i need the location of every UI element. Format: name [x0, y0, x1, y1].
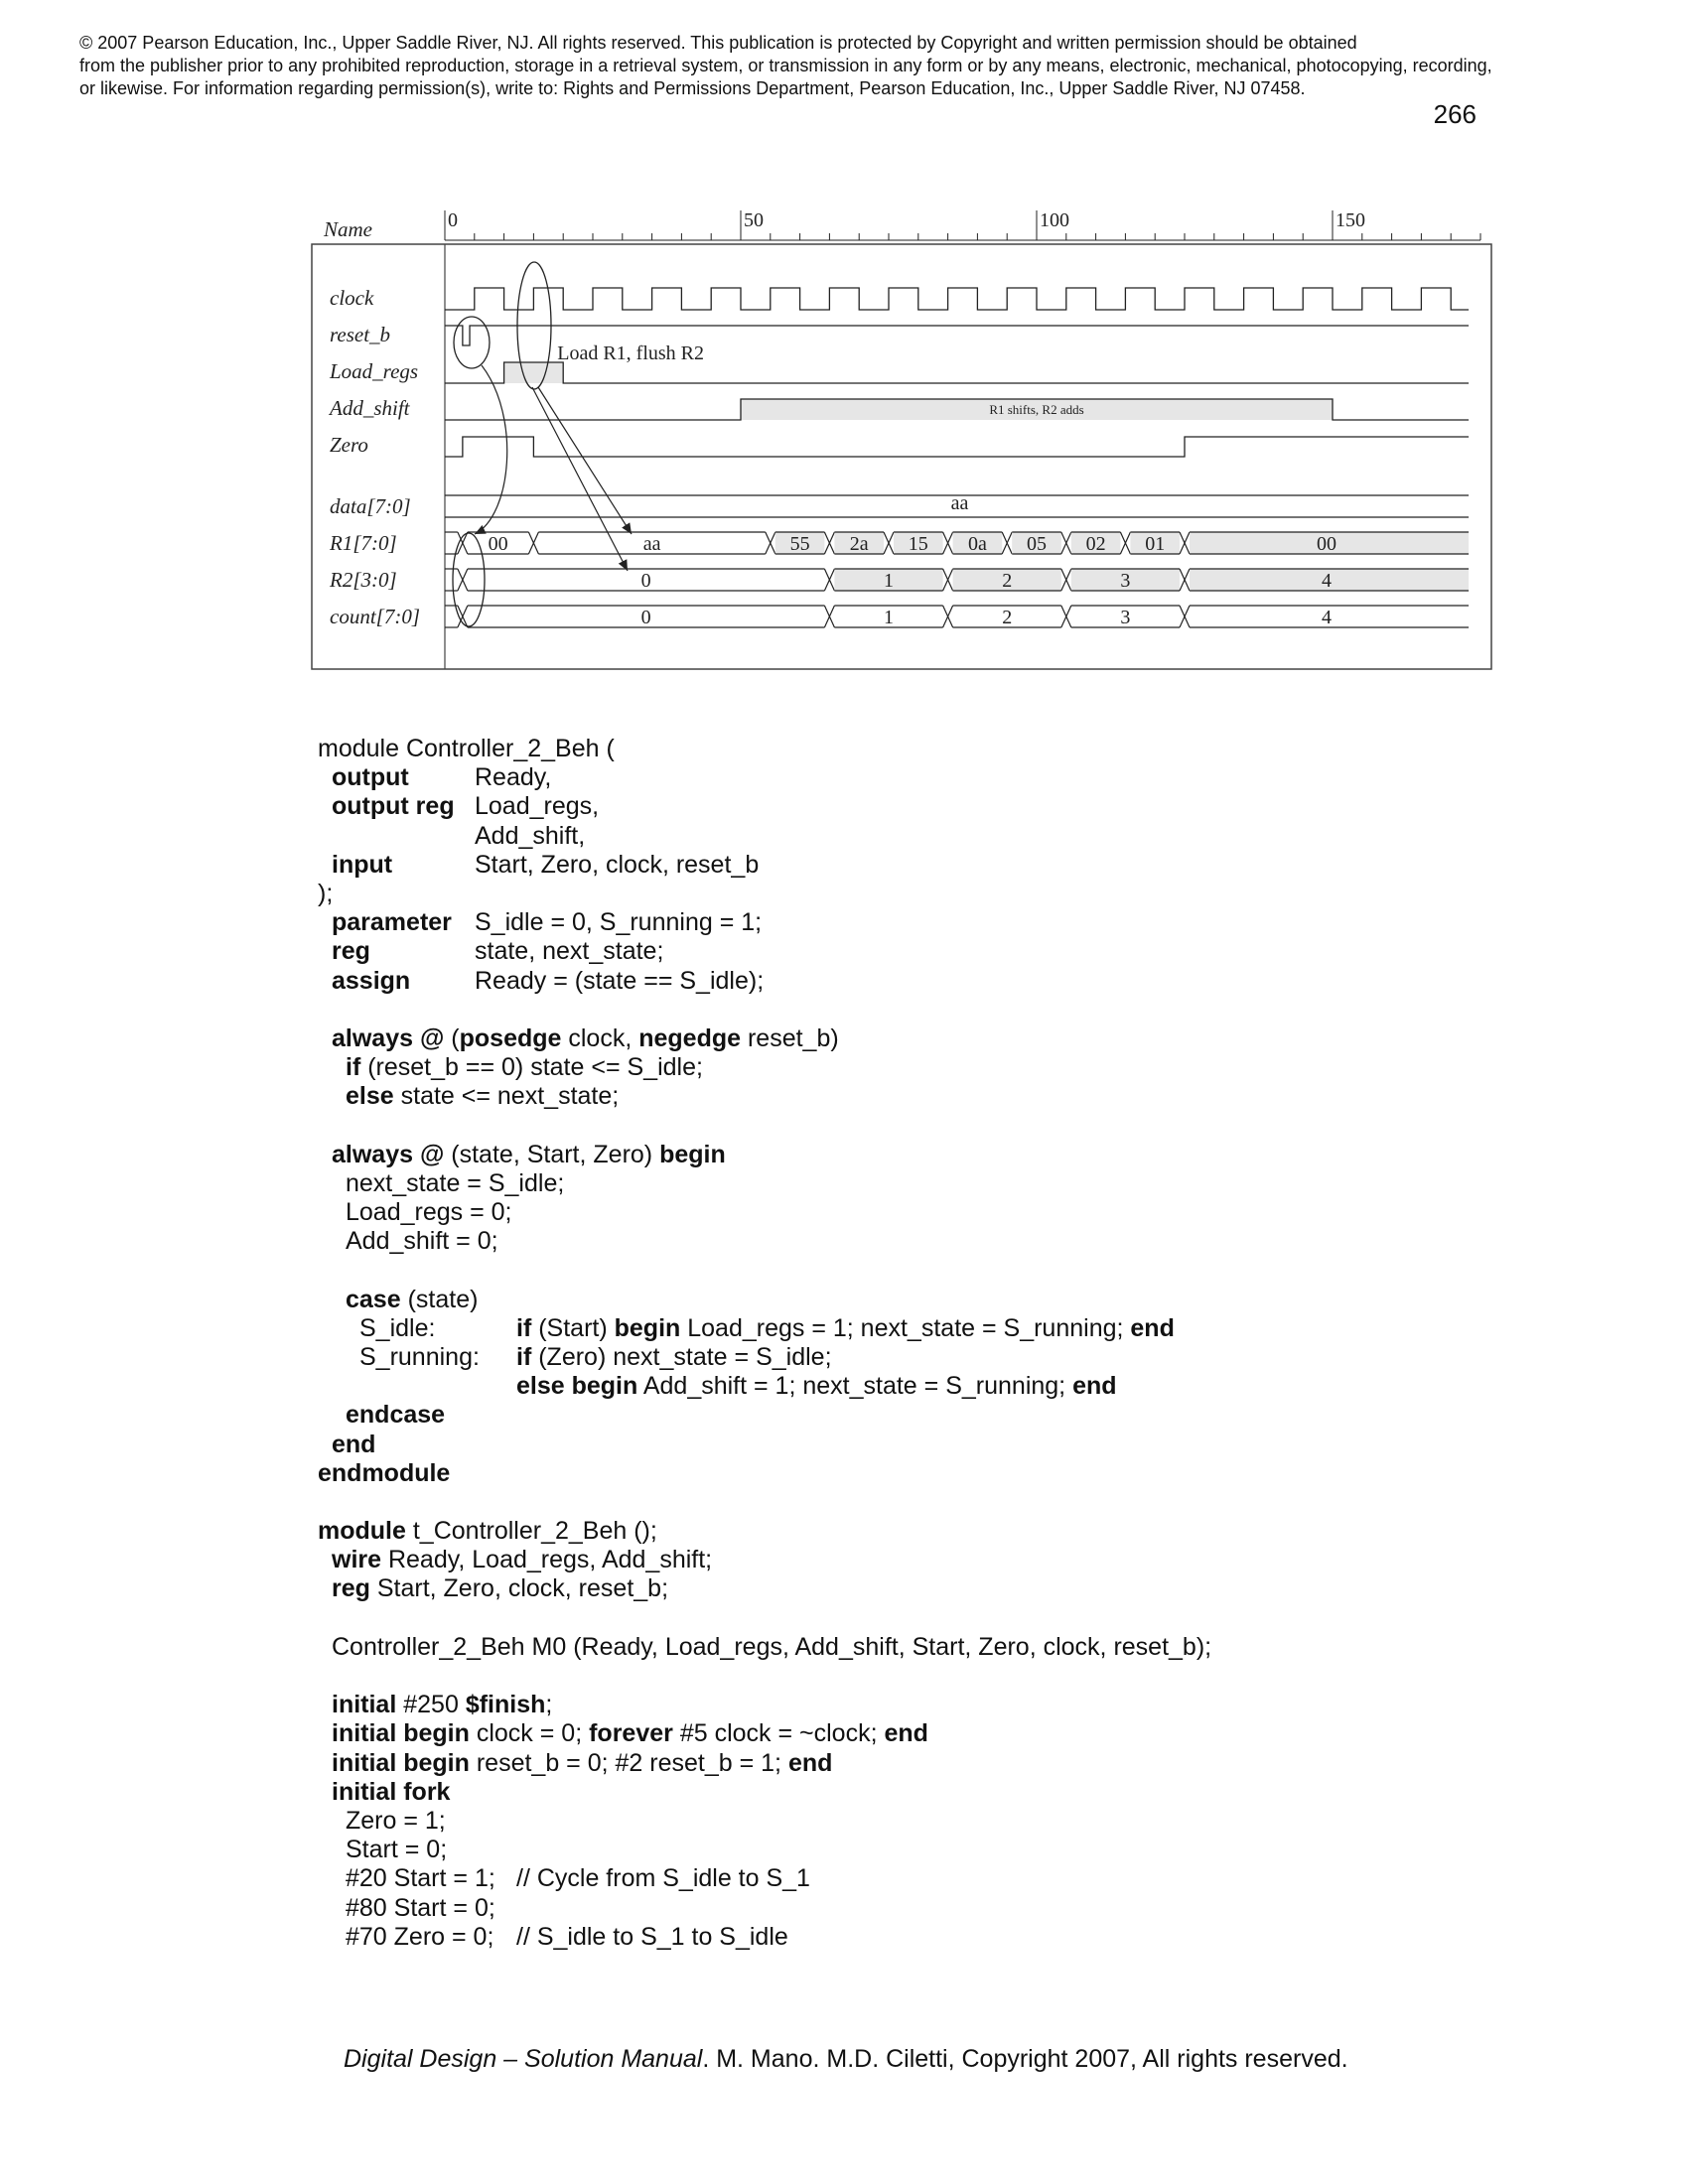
code-keyword: case [346, 1285, 401, 1313]
count-value: 4 [1322, 607, 1333, 628]
code-text: Start, Zero, clock, reset_b; [369, 1574, 669, 1603]
code-text [516, 1314, 1175, 1343]
reset-arrow [475, 365, 507, 534]
code-line [318, 792, 1410, 821]
code-keyword: always @ [332, 1024, 445, 1052]
code-text [332, 1546, 712, 1574]
annotation-load-r1: Load R1, flush R2 [557, 342, 705, 364]
count-value: 3 [1120, 607, 1131, 628]
code-blank-line [318, 1111, 1410, 1140]
code-keyword: forever [589, 1719, 673, 1748]
code-keyword: negedge [638, 1024, 742, 1052]
code-comment: // Cycle from S_idle to S_1 [516, 1864, 810, 1893]
code-text: (state, Start, Zero) [444, 1140, 660, 1168]
code-keyword: posedge [459, 1024, 562, 1052]
copyright-line: from the publisher prior to any prohibited reproduction, storage in a retrieval system, or transmission in any form or by any means, electronic, mechanical, photocopying, recording, [79, 56, 1492, 75]
code-line [318, 1546, 1410, 1574]
code-text [516, 1343, 832, 1372]
code-text: S_idle = 0, S_running = 1; [475, 908, 763, 937]
code-line [318, 735, 1410, 763]
load-r1-arrow [538, 387, 632, 534]
code-line [318, 1574, 1410, 1603]
signal-name: Load_regs [330, 359, 419, 383]
copyright-line: © 2007 Pearson Education, Inc., Upper Saddle River, NJ. All rights reserved. This publication is protected by Copyright and written permission should be obtained [79, 33, 1357, 53]
name-header: Name [324, 217, 372, 241]
code-line [318, 1836, 1410, 1864]
footer [344, 2045, 1348, 2074]
code-blank-line [318, 1604, 1410, 1633]
code-text: reset_b = 0; #2 reset_b = 1; [469, 1748, 788, 1777]
code-text: Load_regs = 1; next_state = S_running; [680, 1313, 1131, 1342]
time-tick-label: 50 [744, 209, 764, 231]
code-text: Ready, Load_regs, Add_shift; [381, 1546, 713, 1574]
code-text: ( [444, 1024, 460, 1052]
r2-value: 2 [1002, 570, 1013, 592]
code-keyword: always @ [332, 1140, 445, 1168]
code-keyword: end [332, 1430, 376, 1458]
code-keyword: begin [659, 1140, 726, 1168]
code-line [318, 1807, 1410, 1836]
code-text [346, 1286, 478, 1314]
r2-value: 0 [640, 570, 651, 592]
r2-value: 4 [1322, 570, 1333, 592]
code-keyword: wire [332, 1546, 382, 1574]
code-text [516, 1372, 1117, 1401]
code-text: Add_shift = 0; [346, 1227, 498, 1256]
code-text [332, 1141, 726, 1169]
footer-text: . M. Mano. M.D. Ciletti, Copyright 2007, All rights reserved. [702, 2045, 1348, 2073]
signal-name: reset_b [330, 323, 391, 346]
signal-name: R1[7:0] [330, 531, 397, 555]
zero-waveform [445, 437, 1469, 457]
code-line [318, 1372, 1410, 1401]
code-text: S_idle: [359, 1313, 436, 1342]
code-text: (state) [400, 1285, 479, 1313]
code-keyword: end [787, 1748, 833, 1777]
load-regs-waveform [445, 362, 1469, 383]
code-text: clock = 0; [469, 1719, 590, 1748]
reset-callout-ellipse [454, 317, 490, 368]
code-line [318, 1401, 1410, 1430]
code-line [318, 1778, 1410, 1807]
code-line [318, 1691, 1410, 1719]
code-text: Load_regs, [475, 792, 600, 821]
code-text [332, 1749, 832, 1778]
code-comment: // S_idle to S_1 to S_idle [516, 1922, 788, 1951]
code-keyword: initial [332, 1691, 397, 1719]
code-line [318, 1198, 1410, 1227]
signal-name: Zero [330, 433, 368, 457]
code-text: Zero = 1; [346, 1806, 446, 1835]
r1-value: 55 [789, 533, 810, 555]
code-line [318, 851, 1410, 880]
signal-name: R2[3:0] [330, 568, 397, 592]
code-text: #80 Start = 0; [346, 1893, 495, 1922]
code-text: state, next_state; [475, 937, 664, 966]
code-keyword: output reg [332, 792, 455, 821]
r1-value: 0a [967, 533, 987, 555]
code-line [318, 1053, 1410, 1082]
page-number: 266 [1433, 99, 1477, 129]
code-text [346, 1082, 619, 1111]
code-text: (Zero) next_state = S_idle; [531, 1342, 832, 1371]
register-reset-callout-ellipse [453, 533, 485, 626]
code-blank-line [318, 996, 1410, 1024]
code-text: Ready, [475, 763, 552, 792]
code-keyword: endmodule [318, 1458, 451, 1487]
r1-value: 00 [488, 533, 508, 555]
code-line [318, 1459, 1410, 1488]
r1-value: 01 [1145, 533, 1166, 555]
code-keyword: module [318, 1517, 406, 1546]
code-text: #5 clock = ~clock; [672, 1719, 885, 1748]
code-line [318, 1169, 1410, 1198]
code-line [318, 1024, 1410, 1053]
code-text: Ready = (state == S_idle); [475, 966, 765, 995]
code-keyword: output [332, 763, 409, 792]
code-text [318, 1517, 657, 1546]
code-line [318, 1633, 1410, 1662]
code-line [318, 937, 1410, 966]
signal-name: clock [330, 286, 374, 310]
code-line [318, 1923, 1410, 1952]
code-keyword: end [1072, 1372, 1117, 1401]
code-line [318, 1227, 1410, 1256]
code-text: (reset_b == 0) state <= S_idle; [360, 1053, 703, 1082]
code-keyword: if [516, 1342, 532, 1371]
r1-value: 00 [1317, 533, 1337, 555]
code-keyword: reg [332, 1574, 370, 1603]
load-regs-high-region [504, 362, 564, 383]
count-value: 1 [884, 607, 894, 628]
code-keyword: begin [614, 1313, 681, 1342]
r1-value: 05 [1027, 533, 1047, 555]
code-line [318, 1431, 1410, 1459]
code-blank-line [318, 1662, 1410, 1691]
code-text: next_state = S_idle; [346, 1168, 565, 1197]
code-keyword: else [346, 1082, 394, 1111]
signal-name: Add_shift [330, 396, 410, 420]
copyright-notice [79, 32, 1628, 100]
count-value: 0 [640, 607, 651, 628]
time-tick-label: 0 [448, 209, 458, 231]
code-line [318, 1894, 1410, 1923]
code-keyword: endcase [346, 1401, 446, 1430]
code-text [332, 1691, 552, 1719]
code-text: Add_shift = 1; next_state = S_running; [637, 1372, 1073, 1401]
time-tick-label: 150 [1336, 209, 1365, 231]
code-blank-line [318, 1488, 1410, 1517]
code-text: clock, [561, 1024, 639, 1052]
code-keyword: if [516, 1313, 532, 1342]
code-keyword: input [332, 850, 393, 879]
code-text [346, 1053, 703, 1082]
code-line [318, 967, 1410, 996]
code-line [318, 1141, 1410, 1169]
code-keyword: $finish [465, 1691, 546, 1719]
code-text: #20 Start = 1; [346, 1864, 495, 1893]
code-text: state <= next_state; [393, 1082, 620, 1111]
r1-value: 15 [908, 533, 928, 555]
code-text [332, 1574, 668, 1603]
code-line [318, 880, 1410, 908]
code-keyword: initial begin [332, 1719, 470, 1748]
data-bus-value: aa [950, 492, 969, 514]
code-blank-line [318, 1256, 1410, 1285]
verilog-code [318, 735, 1410, 1952]
code-text: S_running: [359, 1342, 480, 1371]
code-text: (Start) [531, 1313, 615, 1342]
code-line [318, 1286, 1410, 1314]
code-keyword: initial begin [332, 1748, 470, 1777]
code-text: Add_shift, [475, 821, 586, 850]
signal-name: count[7:0] [330, 605, 420, 628]
code-line [318, 1314, 1410, 1343]
code-text: Start, Zero, clock, reset_b [475, 850, 760, 879]
code-text: #70 Zero = 0; [346, 1922, 494, 1951]
clock-waveform [445, 288, 1469, 310]
code-keyword: else begin [516, 1372, 638, 1401]
code-line [318, 908, 1410, 937]
code-text: Controller_2_Beh M0 (Ready, Load_regs, Add_shift, Start, Zero, clock, reset_b); [332, 1632, 1212, 1661]
code-line [318, 763, 1410, 792]
count-value: 2 [1002, 607, 1013, 628]
code-text: Load_regs = 0; [346, 1198, 512, 1226]
signal-name: data[7:0] [330, 494, 411, 518]
code-keyword: assign [332, 966, 411, 995]
code-text: module Controller_2_Beh ( [318, 735, 615, 762]
code-text: ; [545, 1691, 553, 1719]
code-line [318, 1864, 1410, 1893]
code-line [318, 1343, 1410, 1372]
r2-value: 1 [884, 570, 894, 592]
code-keyword: if [346, 1053, 361, 1082]
footer-title: Digital Design – Solution Manual [344, 2045, 703, 2073]
time-tick-label: 100 [1040, 209, 1069, 231]
code-line [318, 1082, 1410, 1111]
code-line [318, 822, 1410, 851]
annotation-r1-shifts: R1 shifts, R2 adds [989, 402, 1084, 417]
code-text: t_Controller_2_Beh (); [405, 1517, 657, 1546]
code-line [318, 1749, 1410, 1778]
code-keyword: end [884, 1719, 928, 1748]
code-keyword: initial fork [332, 1777, 451, 1806]
code-text [332, 1024, 839, 1053]
r1-value: 02 [1085, 533, 1106, 555]
code-text: #250 [396, 1691, 466, 1719]
code-text [332, 1719, 928, 1748]
r2-value: 3 [1120, 570, 1131, 592]
flush-r2-arrow [532, 387, 628, 571]
code-text: Start = 0; [346, 1836, 448, 1864]
timing-diagram [308, 199, 1499, 675]
code-text: reset_b) [741, 1024, 839, 1052]
code-keyword: parameter [332, 908, 452, 937]
code-text: ); [318, 879, 334, 907]
code-line [318, 1517, 1410, 1546]
code-keyword: reg [332, 937, 370, 966]
copyright-line: or likewise. For information regarding permission(s), write to: Rights and Permissions Department, Pearson Education, Inc., Upper Saddle River, NJ 07458. [79, 78, 1306, 98]
code-keyword: end [1130, 1313, 1175, 1342]
r1-value: aa [642, 533, 661, 555]
r1-value: 2a [849, 533, 869, 555]
code-line [318, 1719, 1410, 1748]
